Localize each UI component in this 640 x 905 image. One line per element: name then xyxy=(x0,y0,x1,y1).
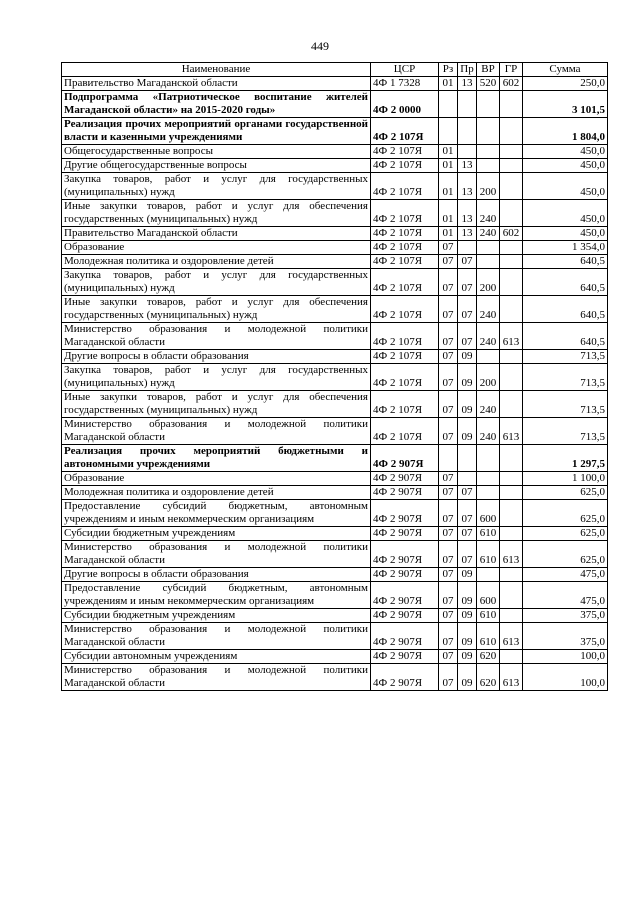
page-number: 449 xyxy=(311,39,329,53)
table-row xyxy=(62,364,608,391)
row-name: Субсидии автономным учреждениям xyxy=(62,650,371,664)
row-pr: 07 xyxy=(458,269,477,296)
header-gr: ГР xyxy=(500,63,523,77)
row-sum: 450,0 xyxy=(523,227,608,241)
row-sum: 713,5 xyxy=(523,418,608,445)
row-sum: 1 297,5 xyxy=(523,445,608,472)
row-pr: 09 xyxy=(458,609,477,623)
row-csr: 4Ф 2 107Я xyxy=(371,118,439,145)
table-row xyxy=(62,486,608,500)
row-vr: 620 xyxy=(477,664,500,691)
row-rz: 07 xyxy=(439,486,458,500)
row-rz xyxy=(439,118,458,145)
table-row xyxy=(62,418,608,445)
row-csr: 4Ф 2 907Я xyxy=(371,445,439,472)
row-sum: 1 354,0 xyxy=(523,241,608,255)
row-pr xyxy=(458,472,477,486)
row-vr: 600 xyxy=(477,582,500,609)
row-rz: 07 xyxy=(439,664,458,691)
row-pr: 13 xyxy=(458,159,477,173)
row-vr: 620 xyxy=(477,650,500,664)
row-pr: 09 xyxy=(458,364,477,391)
row-name: Реализация прочих мероприятий органами государственной власти и казенными учреждениями xyxy=(62,118,371,145)
row-gr: 613 xyxy=(500,623,523,650)
row-pr: 09 xyxy=(458,582,477,609)
row-pr: 09 xyxy=(458,664,477,691)
table-row xyxy=(62,445,608,472)
row-gr xyxy=(500,486,523,500)
row-rz: 07 xyxy=(439,582,458,609)
row-csr: 4Ф 2 107Я xyxy=(371,255,439,269)
row-gr xyxy=(500,364,523,391)
row-name: Закупка товаров, работ и услуг для государственных (муниципальных) нужд xyxy=(62,269,371,296)
row-sum: 713,5 xyxy=(523,391,608,418)
row-pr: 07 xyxy=(458,296,477,323)
table-row xyxy=(62,77,608,91)
row-rz: 07 xyxy=(439,650,458,664)
table-row xyxy=(62,527,608,541)
row-sum: 450,0 xyxy=(523,159,608,173)
row-pr: 07 xyxy=(458,500,477,527)
table-row xyxy=(62,350,608,364)
row-pr: 13 xyxy=(458,173,477,200)
row-vr xyxy=(477,350,500,364)
row-pr xyxy=(458,445,477,472)
row-vr xyxy=(477,568,500,582)
row-name: Подпрограмма «Патриотическое воспитание жителей Магаданской области» на 2015-2020 годы» xyxy=(62,91,371,118)
row-csr: 4Ф 2 107Я xyxy=(371,145,439,159)
row-vr xyxy=(477,255,500,269)
row-name: Закупка товаров, работ и услуг для государственных (муниципальных) нужд xyxy=(62,364,371,391)
row-sum: 625,0 xyxy=(523,541,608,568)
table-row xyxy=(62,241,608,255)
row-name: Министерство образования и молодежной политики Магаданской области xyxy=(62,541,371,568)
header-sum: Сумма xyxy=(523,63,608,77)
row-name: Другие вопросы в области образования xyxy=(62,350,371,364)
row-pr: 09 xyxy=(458,623,477,650)
row-vr: 240 xyxy=(477,227,500,241)
row-rz: 07 xyxy=(439,609,458,623)
row-gr xyxy=(500,173,523,200)
table-row xyxy=(62,91,608,118)
table-body xyxy=(62,77,608,691)
row-rz: 01 xyxy=(439,227,458,241)
row-csr: 4Ф 2 107Я xyxy=(371,241,439,255)
row-vr: 610 xyxy=(477,527,500,541)
row-sum: 1 804,0 xyxy=(523,118,608,145)
row-csr: 4Ф 2 907Я xyxy=(371,582,439,609)
row-vr xyxy=(477,486,500,500)
table-row xyxy=(62,568,608,582)
row-gr: 602 xyxy=(500,77,523,91)
row-name: Министерство образования и молодежной политики Магаданской области xyxy=(62,623,371,650)
row-name: Другие вопросы в области образования xyxy=(62,568,371,582)
row-gr xyxy=(500,582,523,609)
header-rz: Рз xyxy=(439,63,458,77)
row-csr: 4Ф 2 107Я xyxy=(371,269,439,296)
row-csr: 4Ф 2 907Я xyxy=(371,650,439,664)
row-pr xyxy=(458,145,477,159)
row-sum: 475,0 xyxy=(523,582,608,609)
row-sum: 640,5 xyxy=(523,269,608,296)
row-sum: 640,5 xyxy=(523,255,608,269)
row-rz: 07 xyxy=(439,296,458,323)
header-name: Наименование xyxy=(62,63,371,77)
row-vr: 600 xyxy=(477,500,500,527)
row-vr: 240 xyxy=(477,200,500,227)
row-rz: 07 xyxy=(439,472,458,486)
row-gr xyxy=(500,241,523,255)
row-csr: 4Ф 2 107Я xyxy=(371,350,439,364)
row-sum: 475,0 xyxy=(523,568,608,582)
row-rz: 07 xyxy=(439,527,458,541)
row-csr: 4Ф 2 907Я xyxy=(371,623,439,650)
row-sum: 100,0 xyxy=(523,664,608,691)
row-pr: 07 xyxy=(458,486,477,500)
row-csr: 4Ф 2 907Я xyxy=(371,568,439,582)
row-pr: 09 xyxy=(458,418,477,445)
row-gr xyxy=(500,609,523,623)
table-row xyxy=(62,323,608,350)
table-row xyxy=(62,118,608,145)
row-pr xyxy=(458,91,477,118)
row-name: Министерство образования и молодежной политики Магаданской области xyxy=(62,418,371,445)
row-sum: 250,0 xyxy=(523,77,608,91)
row-gr xyxy=(500,350,523,364)
table-row xyxy=(62,200,608,227)
row-vr xyxy=(477,445,500,472)
row-vr xyxy=(477,118,500,145)
row-name: Образование xyxy=(62,241,371,255)
row-name: Министерство образования и молодежной политики Магаданской области xyxy=(62,664,371,691)
row-csr: 4Ф 2 107Я xyxy=(371,418,439,445)
row-gr xyxy=(500,296,523,323)
table-row xyxy=(62,500,608,527)
row-rz xyxy=(439,445,458,472)
row-vr: 610 xyxy=(477,623,500,650)
row-name: Молодежная политика и оздоровление детей xyxy=(62,486,371,500)
row-pr: 13 xyxy=(458,227,477,241)
row-rz: 07 xyxy=(439,418,458,445)
row-name: Правительство Магаданской области xyxy=(62,227,371,241)
table-row xyxy=(62,255,608,269)
row-gr: 613 xyxy=(500,323,523,350)
row-csr: 4Ф 2 907Я xyxy=(371,527,439,541)
header-pr: Пр xyxy=(458,63,477,77)
row-name: Субсидии бюджетным учреждениям xyxy=(62,609,371,623)
row-vr: 240 xyxy=(477,296,500,323)
row-rz: 01 xyxy=(439,145,458,159)
table-row xyxy=(62,623,608,650)
row-rz: 07 xyxy=(439,541,458,568)
row-gr xyxy=(500,145,523,159)
row-rz: 07 xyxy=(439,323,458,350)
row-sum: 375,0 xyxy=(523,609,608,623)
table-row xyxy=(62,472,608,486)
row-csr: 4Ф 2 907Я xyxy=(371,500,439,527)
table-row xyxy=(62,269,608,296)
row-rz: 07 xyxy=(439,364,458,391)
row-sum: 713,5 xyxy=(523,350,608,364)
row-csr: 4Ф 2 907Я xyxy=(371,472,439,486)
row-name: Образование xyxy=(62,472,371,486)
row-sum: 100,0 xyxy=(523,650,608,664)
row-rz: 01 xyxy=(439,173,458,200)
table-row xyxy=(62,145,608,159)
table-row xyxy=(62,173,608,200)
row-vr xyxy=(477,91,500,118)
row-sum: 625,0 xyxy=(523,500,608,527)
row-vr: 200 xyxy=(477,173,500,200)
row-name: Предоставление субсидий бюджетным, автономным учреждениям и иным некоммерческим организациям xyxy=(62,582,371,609)
row-pr: 09 xyxy=(458,350,477,364)
row-csr: 4Ф 2 107Я xyxy=(371,391,439,418)
row-sum: 375,0 xyxy=(523,623,608,650)
header-csr: ЦСР xyxy=(371,63,439,77)
row-vr: 200 xyxy=(477,269,500,296)
row-pr: 09 xyxy=(458,568,477,582)
row-csr: 4Ф 2 107Я xyxy=(371,159,439,173)
row-rz: 07 xyxy=(439,241,458,255)
row-name: Предоставление субсидий бюджетным, автономным учреждениям и иным некоммерческим организациям xyxy=(62,500,371,527)
row-name: Реализация прочих мероприятий бюджетными и автономными учреждениями xyxy=(62,445,371,472)
row-vr xyxy=(477,241,500,255)
row-name: Министерство образования и молодежной политики Магаданской области xyxy=(62,323,371,350)
row-csr: 4Ф 1 7328 xyxy=(371,77,439,91)
row-csr: 4Ф 2 907Я xyxy=(371,664,439,691)
row-rz xyxy=(439,91,458,118)
header-vr: ВР xyxy=(477,63,500,77)
row-gr xyxy=(500,269,523,296)
row-sum: 450,0 xyxy=(523,200,608,227)
row-vr xyxy=(477,159,500,173)
row-name: Молодежная политика и оздоровление детей xyxy=(62,255,371,269)
row-gr xyxy=(500,391,523,418)
row-vr: 240 xyxy=(477,391,500,418)
row-vr xyxy=(477,145,500,159)
row-rz: 07 xyxy=(439,255,458,269)
row-rz: 07 xyxy=(439,391,458,418)
table-row xyxy=(62,582,608,609)
row-gr: 613 xyxy=(500,418,523,445)
row-gr xyxy=(500,568,523,582)
row-name: Иные закупки товаров, работ и услуг для обеспечения государственных (муниципальных) нужд xyxy=(62,296,371,323)
row-gr: 613 xyxy=(500,541,523,568)
row-sum: 450,0 xyxy=(523,145,608,159)
row-sum: 3 101,5 xyxy=(523,91,608,118)
table-row xyxy=(62,650,608,664)
row-name: Другие общегосударственные вопросы xyxy=(62,159,371,173)
row-vr xyxy=(477,472,500,486)
row-rz: 01 xyxy=(439,200,458,227)
row-vr: 610 xyxy=(477,609,500,623)
row-sum: 1 100,0 xyxy=(523,472,608,486)
row-name: Закупка товаров, работ и услуг для государственных (муниципальных) нужд xyxy=(62,173,371,200)
row-rz: 01 xyxy=(439,77,458,91)
table-row xyxy=(62,391,608,418)
row-rz: 07 xyxy=(439,350,458,364)
row-pr: 13 xyxy=(458,77,477,91)
row-gr xyxy=(500,500,523,527)
row-csr: 4Ф 2 107Я xyxy=(371,200,439,227)
row-name: Общегосударственные вопросы xyxy=(62,145,371,159)
row-name: Субсидии бюджетным учреждениям xyxy=(62,527,371,541)
row-name: Иные закупки товаров, работ и услуг для обеспечения государственных (муниципальных) нужд xyxy=(62,200,371,227)
row-sum: 625,0 xyxy=(523,486,608,500)
row-pr: 09 xyxy=(458,391,477,418)
row-csr: 4Ф 2 907Я xyxy=(371,541,439,568)
row-gr xyxy=(500,159,523,173)
row-sum: 450,0 xyxy=(523,173,608,200)
table-row xyxy=(62,296,608,323)
row-gr xyxy=(500,118,523,145)
row-sum: 713,5 xyxy=(523,364,608,391)
row-sum: 625,0 xyxy=(523,527,608,541)
row-pr: 13 xyxy=(458,200,477,227)
row-rz: 07 xyxy=(439,500,458,527)
row-rz: 07 xyxy=(439,568,458,582)
row-gr xyxy=(500,650,523,664)
row-gr: 613 xyxy=(500,664,523,691)
row-gr xyxy=(500,91,523,118)
row-gr: 602 xyxy=(500,227,523,241)
table-row xyxy=(62,609,608,623)
row-gr xyxy=(500,445,523,472)
row-pr: 07 xyxy=(458,255,477,269)
table-row xyxy=(62,541,608,568)
row-vr: 240 xyxy=(477,418,500,445)
row-sum: 640,5 xyxy=(523,296,608,323)
row-vr: 240 xyxy=(477,323,500,350)
row-vr: 200 xyxy=(477,364,500,391)
table-row xyxy=(62,159,608,173)
row-csr: 4Ф 2 107Я xyxy=(371,296,439,323)
row-pr: 07 xyxy=(458,527,477,541)
table-row xyxy=(62,664,608,691)
row-csr: 4Ф 2 107Я xyxy=(371,323,439,350)
row-vr: 520 xyxy=(477,77,500,91)
row-gr xyxy=(500,527,523,541)
row-name: Правительство Магаданской области xyxy=(62,77,371,91)
budget-table xyxy=(61,62,608,691)
table-row xyxy=(62,227,608,241)
row-sum: 640,5 xyxy=(523,323,608,350)
row-csr: 4Ф 2 107Я xyxy=(371,364,439,391)
row-gr xyxy=(500,472,523,486)
row-csr: 4Ф 2 107Я xyxy=(371,173,439,200)
row-gr xyxy=(500,255,523,269)
header-row xyxy=(62,63,608,77)
row-pr: 09 xyxy=(458,650,477,664)
row-csr: 4Ф 2 907Я xyxy=(371,609,439,623)
row-pr xyxy=(458,241,477,255)
row-name: Иные закупки товаров, работ и услуг для обеспечения государственных (муниципальных) нужд xyxy=(62,391,371,418)
row-pr: 07 xyxy=(458,323,477,350)
row-csr: 4Ф 2 0000 xyxy=(371,91,439,118)
row-rz: 07 xyxy=(439,623,458,650)
row-csr: 4Ф 2 107Я xyxy=(371,227,439,241)
row-gr xyxy=(500,200,523,227)
row-pr: 07 xyxy=(458,541,477,568)
row-rz: 01 xyxy=(439,159,458,173)
row-csr: 4Ф 2 907Я xyxy=(371,486,439,500)
row-pr xyxy=(458,118,477,145)
row-rz: 07 xyxy=(439,269,458,296)
row-vr: 610 xyxy=(477,541,500,568)
